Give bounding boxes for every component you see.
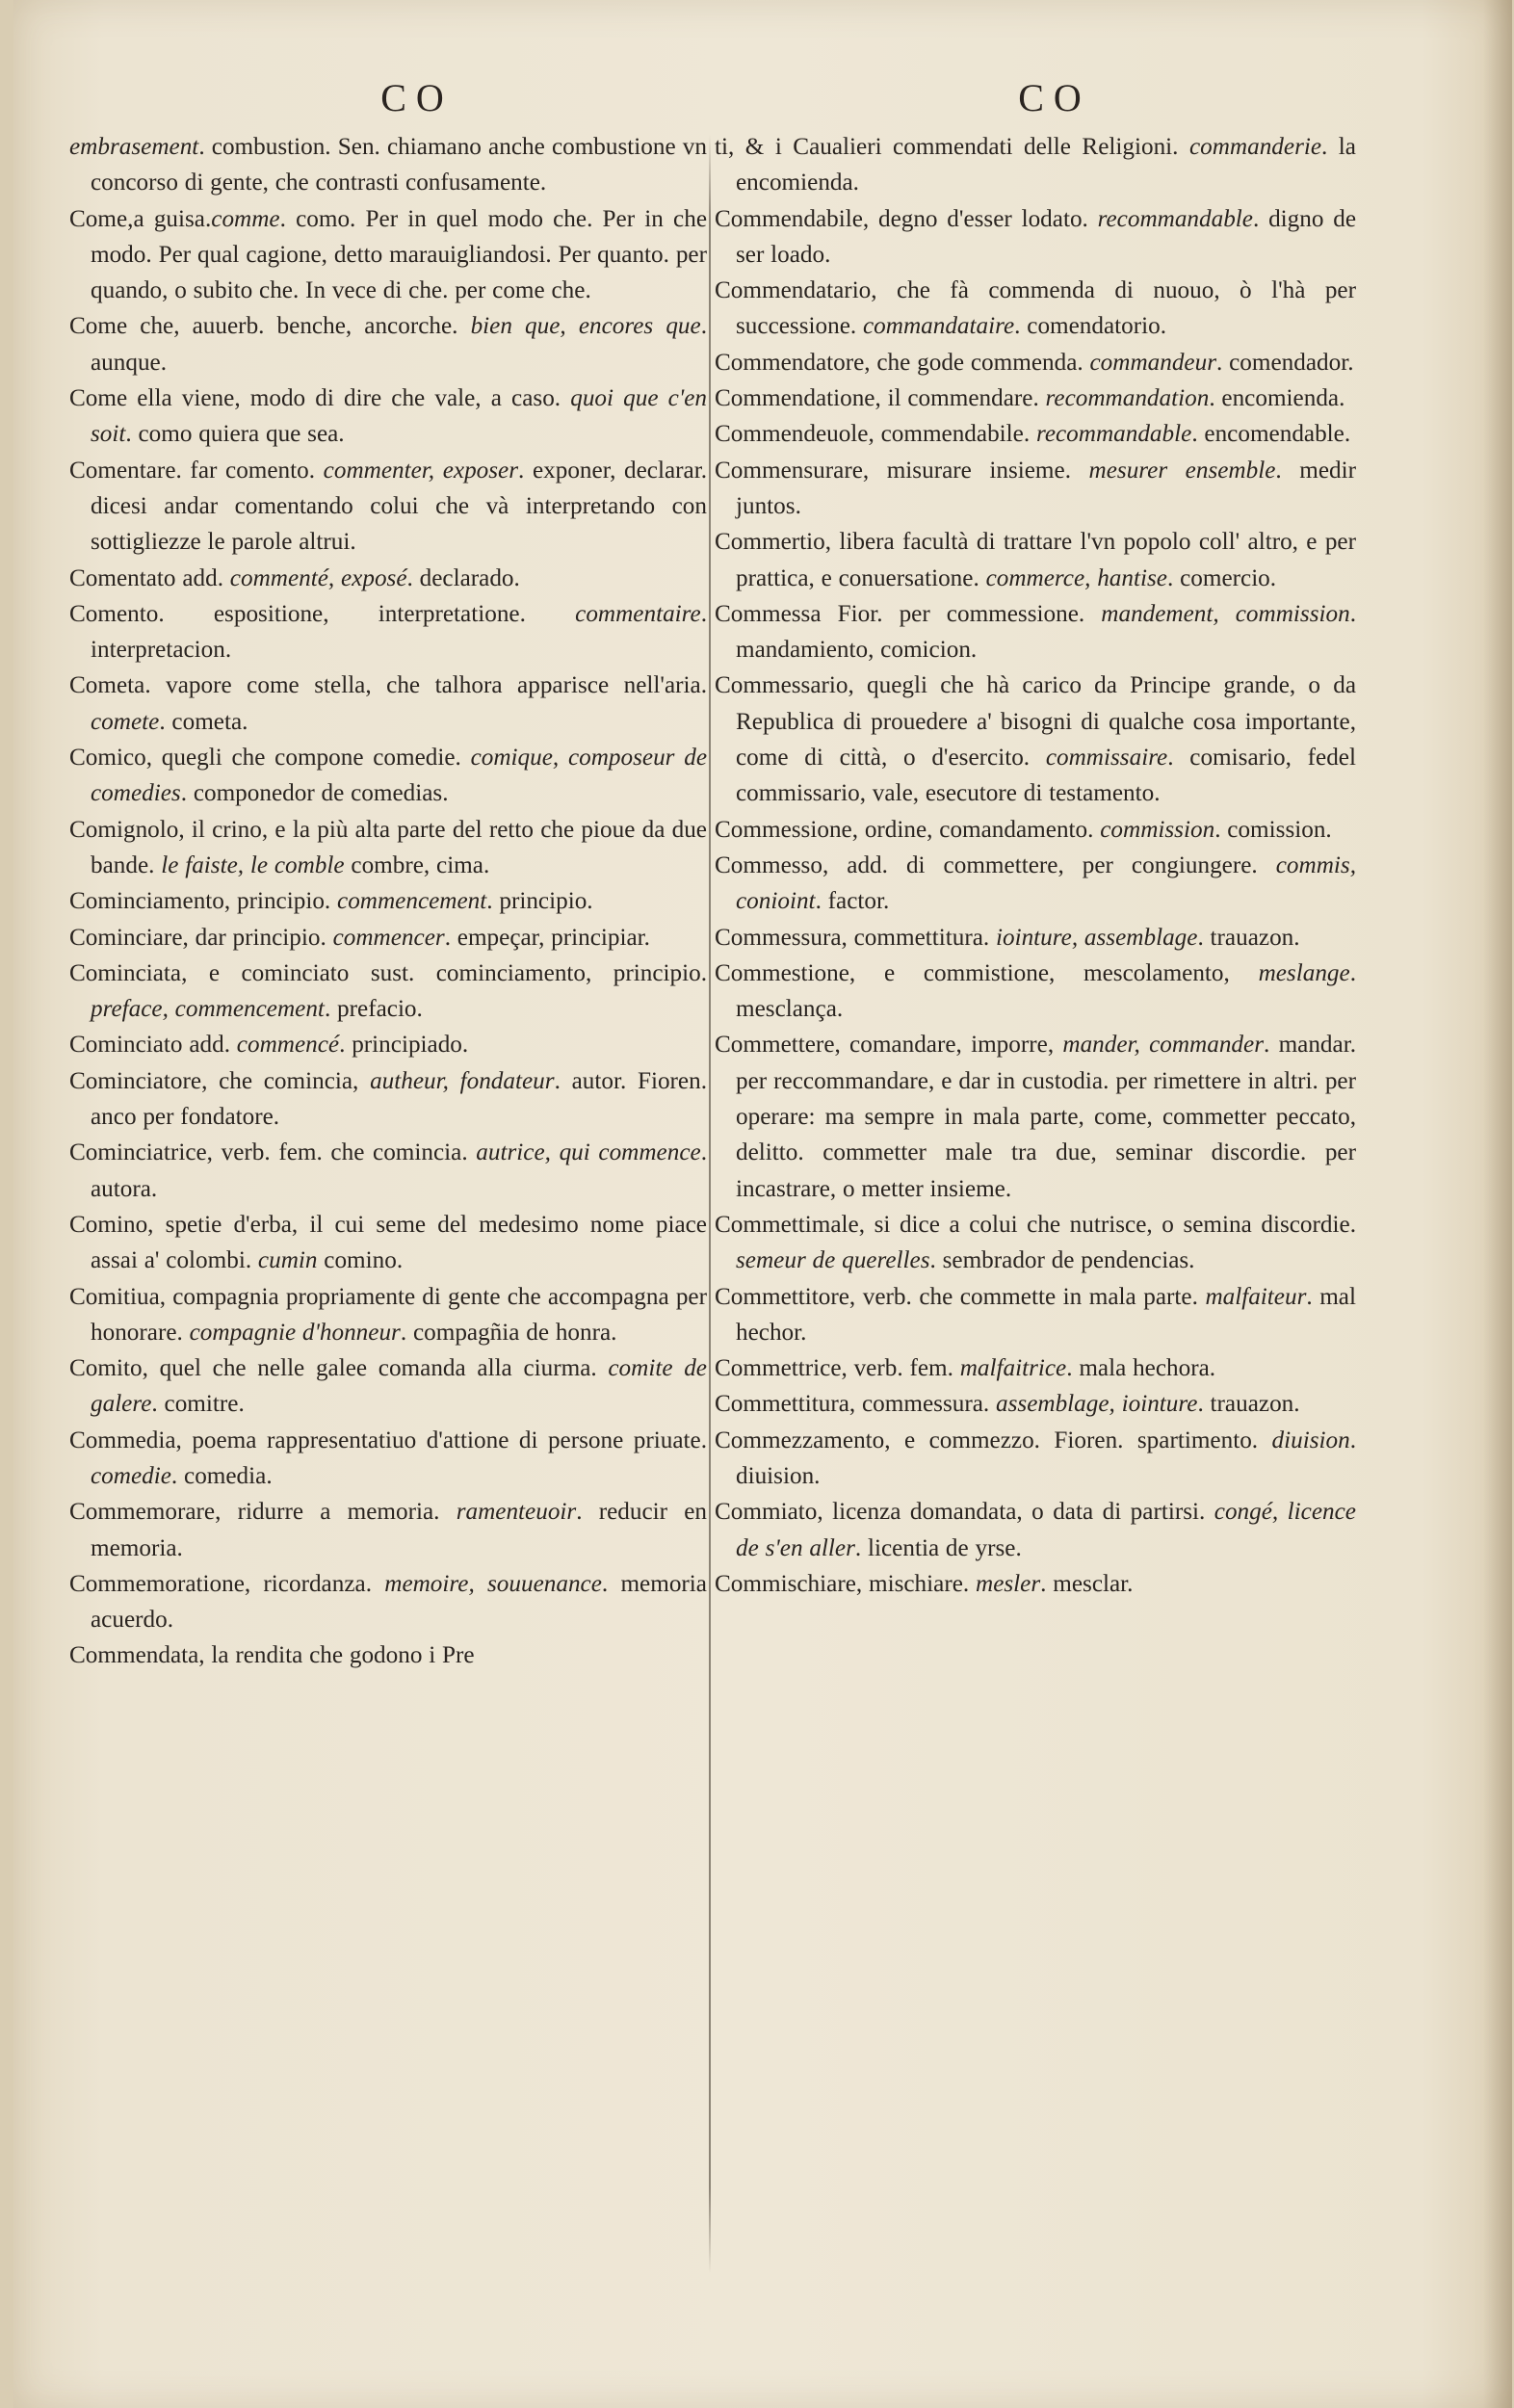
entry-text: . interpretacion. [91,600,707,664]
dictionary-entry [715,1566,1356,1602]
entry-text: . como. Per in quel modo che. Per in che modo. Per qual cagione, detto marauigliandosi. Per quanto. per quando, o subito che. In vece di che. per come che. [91,205,707,304]
right-column [715,69,1356,2362]
french-equivalent: quoi que c'en soit [91,385,707,448]
french-equivalent: commerce, hantise [985,564,1167,591]
french-equivalent: comete [91,708,160,735]
entry-text: Comino, spetie d'erba, il cui seme del medesimo nome piace assai a' colombi. [69,1211,707,1274]
entry-text: Commertio, libera facultà di trattare l'vn popolo coll' altro, e per prattica, e conuersatione. [715,529,1356,591]
entry-text: . encomendable. [1191,421,1351,448]
dictionary-entry [715,848,1356,920]
entry-text: . autora. [91,1139,707,1202]
entry-text: . licentia de yrse. [854,1534,1022,1561]
entry-text: . comendatorio. [1014,313,1167,340]
dictionary-entry [69,1494,707,1566]
french-equivalent: le faiste, le comble [161,851,345,878]
entry-text: . prefacio. [324,996,423,1023]
french-equivalent: mander, commander [1062,1032,1265,1059]
french-equivalent: autheur, fondateur [370,1067,555,1094]
french-equivalent: mesurer ensemble [1088,457,1276,484]
entry-text: . mandamiento, comicion. [736,600,1356,664]
dictionary-page [13,0,1512,2408]
entry-text: Commessione, ordine, comandamento. [715,816,1101,843]
french-equivalent: assemblage, iointure [996,1391,1198,1418]
dictionary-entry [69,1207,707,1279]
entry-text: . empeçar, principiar. [444,924,650,951]
entry-text: Commemorare, ridurre a memoria. [69,1499,457,1526]
entry-text: Cominciato add. [69,1032,237,1059]
entry-text: . componedor de comedias. [180,780,449,807]
dictionary-entry [69,1350,707,1423]
entry-text: . comitre. [151,1391,245,1418]
entry-text: Comico, quegli che compone comedie. [69,745,471,772]
right-running-head: CO [1018,76,1091,119]
entry-text: . mesclar. [1040,1570,1134,1597]
entry-text: . comercio. [1166,564,1277,591]
entry-text: Commessario, quegli che hà carico da Principe grande, o da Republica di prouedere a' bisogni di qualche cosa importante, come di città, o d'esercito. [715,672,1356,772]
french-equivalent: cumin [257,1247,318,1274]
entry-text: Commischiare, mischiare. [715,1570,976,1597]
entry-text: Commettitura, commessura. [715,1391,996,1418]
entry-text: . memoria acuerdo. [91,1570,707,1634]
entry-text: . principiado. [339,1032,469,1059]
french-equivalent: commandataire [863,313,1015,340]
dictionary-entry [69,812,707,884]
dictionary-entry [69,380,707,453]
entry-text: . comendador. [1216,349,1354,376]
entry-text: Commessa Fior. per commessione. [715,600,1102,627]
french-equivalent: embrasement [69,134,199,160]
french-equivalent: commissaire [1045,745,1168,772]
french-equivalent: iointure, assemblage [996,924,1198,951]
entry-text: . reducir en memoria. [91,1499,707,1561]
dictionary-entry [715,1279,1356,1351]
entry-text: . diuision. [736,1426,1356,1489]
dictionary-entry [69,1637,707,1673]
french-equivalent: ramenteuoir [456,1499,577,1526]
dictionary-entry [69,740,707,812]
entry-text: Commendatione, il commendare. [715,385,1046,412]
french-equivalent: congé, licence de s'en aller [736,1499,1356,1561]
dictionary-entry [69,308,707,380]
page-edge-shadow [1483,0,1512,2408]
entry-text: Commessura, commettitura. [715,924,996,951]
right-entries [715,129,1356,1602]
french-equivalent: compagnie d'honneur [189,1319,401,1346]
french-equivalent: mandement, commission [1101,600,1350,627]
dictionary-entry [715,201,1356,274]
entry-text: Commemoratione, ricordanza. [69,1570,385,1597]
dictionary-entry [715,1494,1356,1566]
dictionary-entry [69,955,707,1028]
dictionary-entry [715,129,1356,201]
entry-text: . mala hechora. [1066,1355,1216,1382]
entry-text: Cominciatore, che comincia, [69,1067,371,1094]
dictionary-entry [69,1063,707,1136]
entry-text: Commettrice, verb. fem. [715,1355,960,1382]
french-equivalent: malfaiteur [1205,1283,1307,1310]
entry-text: ti, & i Caualieri commendati delle Religioni. [715,134,1189,160]
entry-text: Comento. espositione, interpretatione. [69,600,576,627]
entry-text: Commendeuole, commendabile. [715,421,1036,448]
dictionary-entry [69,453,707,561]
french-equivalent: memoire, souuenance [384,1570,602,1597]
french-equivalent: commencement [337,888,487,915]
entry-text: . combustion. Sen. chiamano anche combustione vn concorso di gente, che contrasti confusamente. [91,134,707,196]
entry-text: combre, cima. [344,851,490,878]
french-equivalent: commenté, exposé [229,564,407,591]
entry-text: . compagñia de honra. [400,1319,617,1346]
entry-text: Commettitore, verb. che commette in mala parte. [715,1283,1206,1310]
entry-text: Commendata, la rendita che godono i Pre [69,1642,475,1669]
entry-text: Commezzamento, e commezzo. Fioren. spartimento. [715,1426,1272,1453]
dictionary-entry [69,596,707,668]
entry-text: Commendatore, che gode commenda. [715,349,1090,376]
dictionary-entry [69,667,707,740]
entry-text: . encomienda. [1209,385,1345,412]
entry-text: . trauazon. [1197,924,1300,951]
dictionary-entry [715,1386,1356,1422]
french-equivalent: mesler [976,1570,1041,1597]
entry-text: Commesso, add. di commettere, per congiungere. [715,851,1276,878]
entry-text: . cometa. [159,708,248,735]
entry-text: Commettere, comandare, imporre, [715,1032,1063,1059]
entry-text: Come ella viene, modo di dire che vale, a caso. [69,385,571,412]
dictionary-entry [69,201,707,309]
entry-text: Commendatario, che fà commenda di nuouo, ò l'hà per successione. [715,277,1356,340]
entry-text: Commedia, poema rappresentatiuo d'attione di persone priuate. [69,1426,707,1453]
entry-text: . mesclança. [736,959,1356,1023]
dictionary-entry [715,453,1356,525]
dictionary-entry [715,380,1356,416]
dictionary-entry [715,1027,1356,1206]
french-equivalent: comedie [91,1462,171,1489]
dictionary-entry [715,273,1356,345]
entry-text: . comisario, fedel commissario, vale, esecutore di testamento. [736,745,1356,807]
dictionary-entry [69,1279,707,1351]
entry-text: . aunque. [91,313,707,376]
dictionary-entry [69,561,707,596]
french-equivalent: preface, commencement [91,996,325,1023]
dictionary-entry [715,1207,1356,1279]
dictionary-entry [69,1566,707,1638]
entry-text: . comission. [1214,816,1332,843]
entry-text: Come,a guisa. [69,205,212,232]
entry-text: . digno de ser loado. [736,205,1356,268]
dictionary-entry [69,129,707,201]
entry-text: . mal hechor. [736,1283,1356,1346]
dictionary-entry [715,416,1356,452]
dictionary-entry [715,812,1356,848]
french-equivalent: diuision [1271,1426,1350,1453]
french-equivalent: commanderie [1188,134,1322,160]
entry-text: Commendabile, degno d'esser lodato. [715,205,1098,232]
entry-text: . como quiera que sea. [125,421,345,448]
entry-text: Cominciamento, principio. [69,888,338,915]
dictionary-entry [715,1350,1356,1386]
french-equivalent: comme [211,205,280,232]
dictionary-entry [715,345,1356,380]
french-equivalent: recommandable [1097,205,1253,232]
french-equivalent: commis, conioint [736,851,1356,915]
french-equivalent: recommandation [1045,385,1210,412]
french-equivalent: recommandable [1035,421,1192,448]
entry-text: . comedia. [170,1462,273,1489]
entry-text: . medir juntos. [736,457,1356,519]
french-equivalent: bien que, encores que [470,313,701,340]
dictionary-entry [69,1423,707,1495]
entry-text: Comentare. far comento. [69,457,324,484]
entry-text: comino. [317,1247,404,1274]
french-equivalent: comique, composeur de comedies [91,745,707,807]
dictionary-entry [715,524,1356,596]
dictionary-entry [69,1135,707,1207]
entry-text: . mandar. per reccommandare, e dar in custodia. per rimettere in altri. per operare: ma sempre in mala parte, come, commetter peccato, delitto. commetter male tra due, seminar discordie. per incastrare, o metter insieme. [736,1032,1357,1202]
entry-text: Comignolo, il crino, e la più alta parte del retto che pioue da due bande. [69,816,707,878]
french-equivalent: commenter, exposer [323,457,519,484]
entry-text: Cominciata, e cominciato sust. cominciamento, principio. [69,959,707,986]
entry-text: Comentato add. [69,564,230,591]
entry-text: Cometa. vapore come stella, che talhora apparisce nell'aria. [69,672,707,699]
dictionary-entry [69,883,707,919]
left-column [69,69,707,2362]
dictionary-entry [715,955,1356,1028]
entry-text: Come che, auuerb. benche, ancorche. [69,313,471,340]
french-equivalent: commentaire [575,600,701,627]
entry-text: . la encomienda. [736,134,1356,196]
dictionary-entry [69,1027,707,1062]
dictionary-entry [715,596,1356,668]
french-equivalent: comite de galere [91,1355,707,1418]
french-equivalent: commandeur [1089,349,1216,376]
entry-text: Commettimale, si dice a colui che nutrisce, o semina discordie. [715,1211,1356,1238]
entry-text: Comito, quel che nelle galee comanda alla ciurma. [69,1355,609,1382]
entry-text: . exponer, declarar. dicesi andar comentando colui che và interpretando con sottigliezze le parole altrui. [91,457,707,556]
dictionary-entry [715,1423,1356,1495]
entry-text: Cominciare, dar principio. [69,924,333,951]
dictionary-entry [715,920,1356,955]
french-equivalent: meslange [1258,959,1350,986]
french-equivalent: commencé [236,1032,340,1059]
entry-text: Comitiua, compagnia propriamente di gente che accompagna per honorare. [69,1283,707,1346]
french-equivalent: commission [1100,816,1215,843]
left-running-head: CO [380,76,454,119]
entry-text: . factor. [815,888,890,915]
french-equivalent: malfaitrice [959,1355,1067,1382]
dictionary-entry [715,667,1356,811]
entry-text: . declarado. [406,564,520,591]
entry-text: Commensurare, misurare insieme. [715,457,1089,484]
entry-text: . trauazon. [1197,1391,1300,1418]
dictionary-entry [69,920,707,955]
entry-text: Cominciatrice, verb. fem. che comincia. [69,1139,477,1166]
entry-text: . autor. Fioren. anco per fondatore. [91,1067,707,1131]
french-equivalent: commencer [332,924,445,951]
entry-text: Commestione, e commistione, mescolamento, [715,959,1259,986]
entry-text: Commiato, licenza domandata, o data di partirsi. [715,1499,1214,1526]
entry-text: . principio. [486,888,593,915]
french-equivalent: autrice, qui commence [476,1139,701,1166]
entry-text: . sembrador de pendencias. [929,1247,1195,1274]
column-divider [709,135,711,2273]
french-equivalent: semeur de querelles [736,1247,930,1274]
left-entries [69,129,707,1674]
